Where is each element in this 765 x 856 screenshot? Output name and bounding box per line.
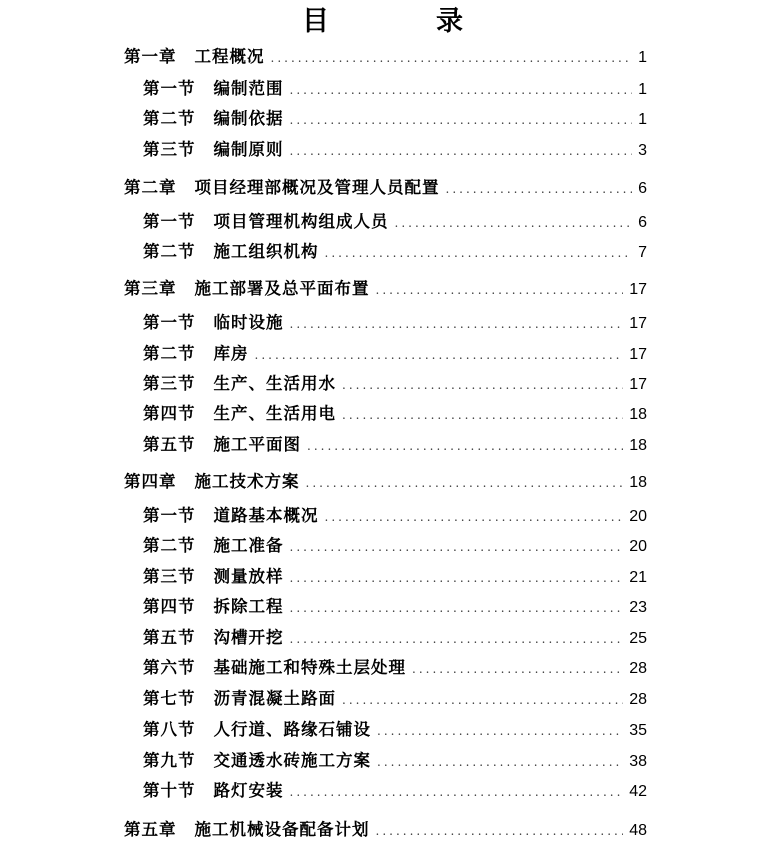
toc-page-number: 17 [629, 346, 647, 363]
toc-entry-title: 基础施工和特殊土层处理 [213, 658, 406, 677]
toc-entry-title: 编制范围 [213, 79, 284, 98]
dot-leader [290, 77, 633, 103]
toc-section-entry[interactable] [0, 76, 765, 102]
toc-page-number: 6 [638, 214, 647, 231]
toc-page-number: 7 [638, 244, 647, 261]
toc-entry-number: 第二节 [143, 242, 196, 261]
toc-section-entry[interactable] [0, 717, 765, 743]
toc-entry-number: 第一章 [124, 47, 177, 66]
toc-entry-title: 施工组织机构 [213, 242, 319, 261]
toc-section-entry[interactable] [0, 371, 765, 397]
toc-entry-number: 第二节 [143, 344, 196, 363]
toc-entry-number: 第十节 [143, 781, 196, 800]
toc-entry-title: 拆除工程 [213, 597, 284, 616]
toc-entry-title: 施工机械设备配备计划 [194, 820, 370, 839]
dot-leader [446, 176, 633, 202]
toc-page-number: 20 [629, 508, 647, 525]
dot-leader [255, 342, 624, 368]
toc-section-entry[interactable] [0, 594, 765, 620]
dot-leader [306, 470, 624, 496]
toc-entry-title: 测量放样 [213, 567, 284, 586]
toc-entry-title: 人行道、路缘石铺设 [213, 720, 371, 739]
toc-entry-title: 临时设施 [213, 313, 284, 332]
dot-leader [325, 240, 633, 266]
toc-entry-number: 第三章 [124, 279, 177, 298]
toc-page-number: 25 [629, 630, 647, 647]
toc-entry-number: 第七节 [143, 689, 196, 708]
dot-leader [376, 277, 624, 303]
toc-page-number: 1 [638, 81, 647, 98]
toc-page-number: 28 [629, 691, 647, 708]
toc-entry-title: 编制原则 [213, 140, 284, 159]
dot-leader [290, 138, 633, 164]
toc-section-entry[interactable] [0, 748, 765, 774]
toc-page-number: 18 [629, 474, 647, 491]
toc-entry-number: 第二章 [124, 178, 177, 197]
toc-section-entry[interactable] [0, 137, 765, 163]
toc-section-entry[interactable] [0, 432, 765, 458]
dot-leader [290, 595, 624, 621]
dot-leader [342, 372, 623, 398]
dot-leader [412, 656, 623, 682]
toc-entry-number: 第一节 [143, 212, 196, 231]
toc-entry-title: 施工准备 [213, 536, 284, 555]
toc-entry-title: 生产、生活用电 [213, 404, 336, 423]
toc-page-number: 38 [629, 753, 647, 770]
toc-page-number: 1 [638, 49, 647, 66]
toc-section-entry[interactable] [0, 401, 765, 427]
toc-entry-number: 第六节 [143, 658, 196, 677]
toc-section-entry[interactable] [0, 686, 765, 712]
toc-entry-number: 第一节 [143, 506, 196, 525]
dot-leader [307, 433, 623, 459]
dot-leader [377, 749, 623, 775]
toc-page-number: 18 [629, 406, 647, 423]
toc-page-number: 1 [638, 111, 647, 128]
toc-entry-number: 第四节 [143, 404, 196, 423]
toc-section-entry[interactable] [0, 564, 765, 590]
toc-chapter-entry[interactable] [0, 817, 765, 843]
dot-leader [342, 402, 623, 428]
toc-page-number: 20 [629, 538, 647, 555]
toc-entry-number: 第五章 [124, 820, 177, 839]
toc-section-entry[interactable] [0, 655, 765, 681]
toc-page-number: 21 [629, 569, 647, 586]
toc-entry-title: 项目经理部概况及管理人员配置 [194, 178, 440, 197]
toc-page-number: 18 [629, 437, 647, 454]
dot-leader [325, 504, 624, 530]
toc-section-entry[interactable] [0, 625, 765, 651]
toc-page-number: 48 [629, 822, 647, 839]
toc-entry-number: 第一节 [143, 313, 196, 332]
toc-entry-title: 工程概况 [194, 47, 265, 66]
toc-entry-number: 第一节 [143, 79, 196, 98]
toc-entry-title: 编制依据 [213, 109, 284, 128]
toc-entry-title: 项目管理机构组成人员 [213, 212, 389, 231]
toc-entry-title: 施工技术方案 [194, 472, 300, 491]
toc-entry-title: 生产、生活用水 [213, 374, 336, 393]
toc-section-entry[interactable] [0, 310, 765, 336]
toc-page-number: 42 [629, 783, 647, 800]
toc-entry-title: 库房 [213, 344, 249, 363]
dot-leader [376, 818, 624, 844]
toc-chapter-entry[interactable] [0, 276, 765, 302]
toc-entry-number: 第二节 [143, 536, 196, 555]
toc-page-number: 6 [638, 180, 647, 197]
toc-entry-title: 施工平面图 [213, 435, 301, 454]
toc-entry-number: 第二节 [143, 109, 196, 128]
toc-entry-number: 第八节 [143, 720, 196, 739]
toc-page-number: 17 [629, 315, 647, 332]
toc-entry-number: 第三节 [143, 140, 196, 159]
toc-page-number: 17 [629, 281, 647, 298]
toc-page-number: 28 [629, 660, 647, 677]
toc-entry-number: 第五节 [143, 435, 196, 454]
toc-chapter-entry[interactable] [0, 469, 765, 495]
toc-section-entry[interactable] [0, 503, 765, 529]
toc-chapter-entry[interactable] [0, 44, 765, 70]
toc-entry-title: 沟槽开挖 [213, 628, 284, 647]
dot-leader [290, 779, 624, 805]
toc-entry-number: 第四章 [124, 472, 177, 491]
dot-leader [290, 565, 624, 591]
toc-entry-title: 路灯安装 [213, 781, 284, 800]
dot-leader [290, 534, 624, 560]
toc-page-number: 23 [629, 599, 647, 616]
dot-leader [271, 45, 633, 71]
toc-chapter-entry[interactable] [0, 175, 765, 201]
toc-entry-number: 第五节 [143, 628, 196, 647]
toc-section-entry[interactable] [0, 209, 765, 235]
toc-entry-number: 第九节 [143, 751, 196, 770]
toc-entry-number: 第三节 [143, 374, 196, 393]
toc-page-number: 17 [629, 376, 647, 393]
toc-entry-number: 第三节 [143, 567, 196, 586]
toc-title: 目 录 [302, 6, 503, 37]
toc-section-entry[interactable] [0, 239, 765, 265]
toc-entry-title: 施工部署及总平面布置 [194, 279, 370, 298]
toc-section-entry[interactable] [0, 778, 765, 804]
dot-leader [377, 718, 623, 744]
toc-section-entry[interactable] [0, 533, 765, 559]
toc-entry-title: 道路基本概况 [213, 506, 319, 525]
toc-section-entry[interactable] [0, 106, 765, 132]
dot-leader [395, 210, 633, 236]
toc-entry-title: 交通透水砖施工方案 [213, 751, 371, 770]
toc-entry-number: 第四节 [143, 597, 196, 616]
dot-leader [290, 311, 624, 337]
dot-leader [342, 687, 623, 713]
toc-page-number: 3 [638, 142, 647, 159]
toc-entry-title: 沥青混凝土路面 [213, 689, 336, 708]
dot-leader [290, 107, 633, 133]
toc-section-entry[interactable] [0, 341, 765, 367]
dot-leader [290, 626, 624, 652]
toc-page-number: 35 [629, 722, 647, 739]
